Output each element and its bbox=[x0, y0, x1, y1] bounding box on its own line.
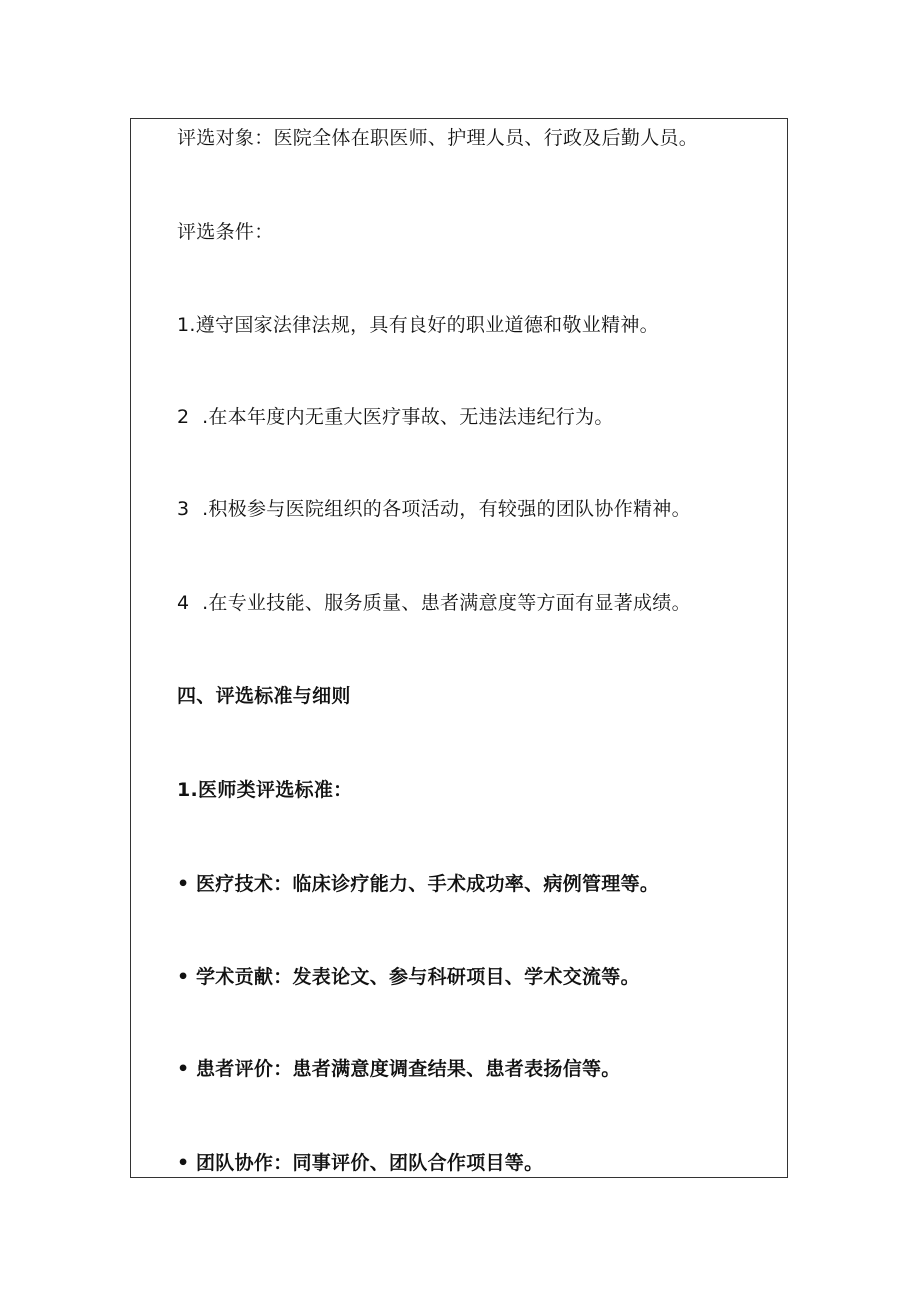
condition-item-3: 3 .积极参与医院组织的各项活动，有较强的团队协作精神。 bbox=[177, 498, 691, 520]
bullet-icon: • bbox=[177, 873, 190, 895]
criteria-item-medical-tech: 医疗技术：临床诊疗能力、手术成功率、病例管理等。 bbox=[196, 873, 660, 895]
criteria-item-teamwork: 团队协作：同事评价、团队合作项目等。 bbox=[196, 1152, 544, 1174]
conditions-heading: 评选条件： bbox=[177, 221, 274, 243]
bullet-icon: • bbox=[177, 1152, 190, 1174]
condition-item-4: 4 .在专业技能、服务质量、患者满意度等方面有显著成绩。 bbox=[177, 592, 691, 614]
document-frame bbox=[130, 118, 788, 1178]
subsection-heading: 1.医师类评选标准： bbox=[177, 779, 353, 801]
bullet-icon: • bbox=[177, 1058, 190, 1080]
bullet-icon: • bbox=[177, 966, 190, 988]
section-heading: 四、评选标准与细则 bbox=[177, 685, 351, 707]
condition-item-1: 1.遵守国家法律法规，具有良好的职业道德和敬业精神。 bbox=[177, 314, 659, 336]
eligibility-text: 评选对象：医院全体在职医师、护理人员、行政及后勤人员。 bbox=[177, 127, 699, 149]
criteria-item-patient-review: 患者评价：患者满意度调查结果、患者表扬信等。 bbox=[196, 1058, 621, 1080]
criteria-item-academic: 学术贡献：发表论文、参与科研项目、学术交流等。 bbox=[196, 966, 640, 988]
condition-item-2: 2 .在本年度内无重大医疗事故、无违法违纪行为。 bbox=[177, 406, 614, 428]
